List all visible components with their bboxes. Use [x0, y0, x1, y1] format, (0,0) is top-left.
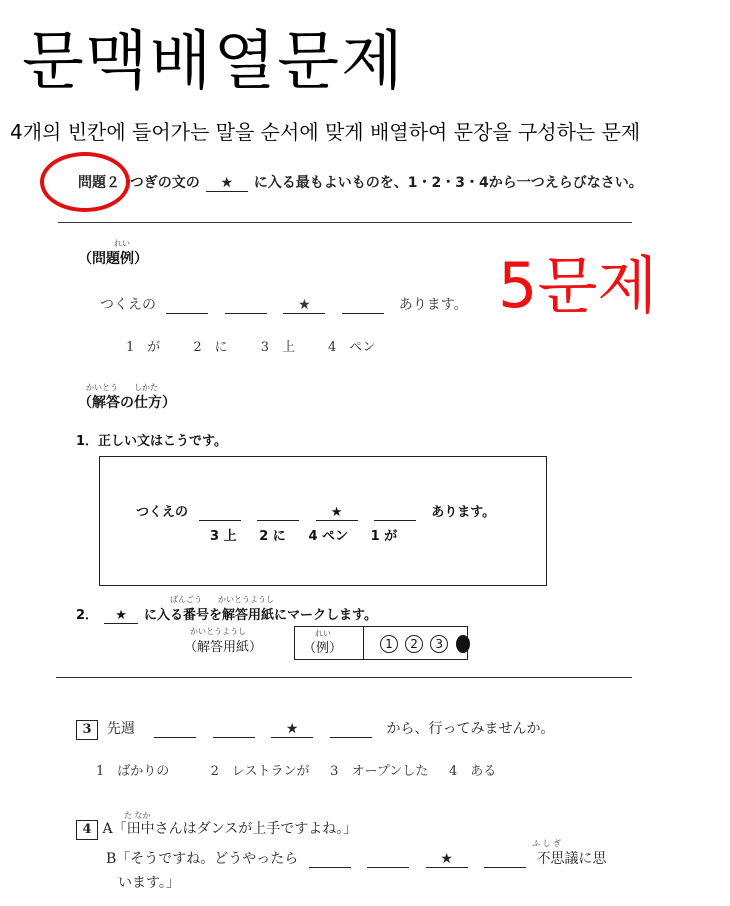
divider-top	[58, 222, 632, 223]
divider-bottom	[56, 677, 632, 678]
correct-answer: 3 上	[210, 529, 237, 544]
step2-star-blank: ★	[104, 608, 138, 624]
q3-blank-1	[154, 721, 196, 738]
example-blank-4	[342, 297, 384, 314]
correct-blank-star: ★	[316, 505, 358, 521]
example-option: 4 ペン	[328, 340, 376, 355]
q3-start: 先週	[106, 721, 135, 737]
mark-option: 1	[380, 635, 398, 653]
mark-option: 3	[430, 635, 448, 653]
example-ruby: れい	[114, 239, 130, 248]
example-blank-2	[225, 297, 267, 314]
page-title: 문맥배열문제	[22, 25, 405, 99]
q3-blank-2	[213, 721, 255, 738]
sheet-label: （解答用紙）	[184, 640, 263, 655]
example-options	[126, 336, 375, 355]
q4-blank-2	[367, 851, 409, 868]
q4-blank-1	[309, 851, 351, 868]
q3-option: 4 ある	[448, 764, 497, 779]
q4-ruby-a: た なか	[124, 811, 151, 820]
example-blank-star: ★	[283, 297, 325, 314]
q3-option: 1 ばかりの	[96, 764, 170, 779]
question-4-line-b	[106, 848, 607, 868]
correct-blank-2	[257, 505, 299, 521]
q3-option: 2 レストランが	[210, 764, 310, 779]
question-3	[76, 718, 555, 740]
q4-ruby-b: ふ し ぎ	[532, 839, 562, 848]
question-number: 4	[76, 820, 98, 840]
q4-line-b-cont: います。」	[118, 875, 180, 891]
correct-answer-box	[99, 456, 547, 586]
correct-answer: 2 に	[259, 529, 286, 544]
correct-sentence	[136, 501, 495, 521]
instruction-pre: つぎの文の	[129, 175, 200, 191]
answer-sheet-example	[294, 626, 468, 660]
step2-ruby: ばんごう かいとうようし	[170, 595, 274, 604]
example-option: 1 が	[126, 340, 161, 355]
answer-method-ruby: かいとう しかた	[86, 383, 158, 392]
q4-line-a: A「田中さんはダンスが上手ですよね。」	[102, 821, 358, 837]
q4-line-b-start: B「そうですね。どうやったら	[106, 851, 299, 867]
question-count-label: 5문제	[498, 249, 658, 322]
correct-answer: 1 が	[370, 529, 398, 544]
example-option: 2 に	[193, 340, 228, 355]
mark-filled	[456, 635, 470, 653]
example-heading: （問題例）	[78, 251, 148, 267]
q3-end: から、行ってみませんか。	[386, 721, 555, 737]
answer-step2	[76, 604, 377, 624]
example-sentence-end: あります。	[398, 297, 468, 313]
red-highlight-oval	[40, 152, 130, 212]
step2-prefix: 2．	[76, 608, 99, 623]
example-blank-1	[166, 297, 208, 314]
q3-options	[96, 760, 496, 779]
sheet-ruby: かいとうようし	[190, 627, 246, 636]
q4-blank-4	[484, 851, 526, 868]
instruction-line	[78, 172, 643, 192]
sheet-example-ruby: れい	[315, 629, 331, 638]
q3-blank-star: ★	[271, 721, 313, 738]
correct-blank-4	[374, 505, 416, 521]
correct-start: つくえの	[136, 505, 189, 520]
step2-text: に入る番号を解答用紙にマークします。	[144, 608, 378, 623]
sheet-example-label: （例）	[303, 641, 343, 656]
mark-option: 2	[405, 635, 423, 653]
answer-method-heading: （解答の仕方）	[78, 395, 176, 411]
instruction-post: に入る最もよいものを、1・2・3・4から一つえらびなさい。	[253, 175, 643, 191]
sheet-marks	[379, 633, 470, 653]
page-subtitle: 4개의 빈칸에 들어가는 말을 순서에 맞게 배열하여 문장을 구성하는 문제	[10, 120, 641, 144]
example-option: 3 上	[260, 340, 295, 355]
instruction-label: 問題２	[78, 175, 120, 191]
example-sentence	[100, 294, 468, 314]
correct-answer: 4 ペン	[308, 529, 349, 544]
q3-blank-4	[330, 721, 372, 738]
question-number: 3	[76, 720, 98, 740]
q3-option: 3 オープンした	[330, 764, 429, 779]
sheet-divider	[363, 627, 364, 659]
q4-line-b-end: 不思議に思	[536, 851, 607, 867]
correct-blank-1	[199, 505, 241, 521]
q4-blank-star: ★	[426, 851, 468, 868]
instruction-star-blank: ★	[206, 175, 248, 192]
correct-end: あります。	[431, 505, 496, 520]
correct-answers	[210, 525, 397, 544]
answer-step1: 1．正しい文はこうです。	[76, 434, 228, 449]
example-sentence-start: つくえの	[100, 297, 156, 313]
question-4-line-a	[76, 818, 357, 840]
